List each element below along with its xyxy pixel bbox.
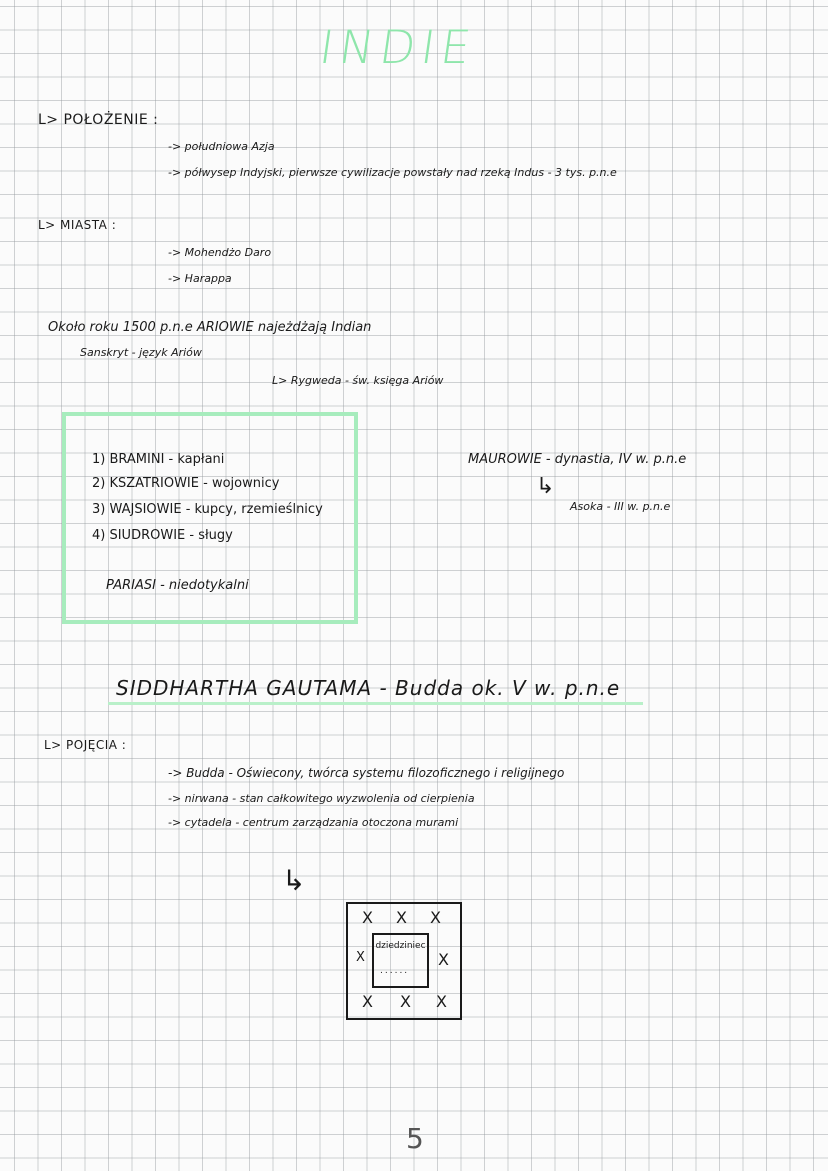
wall-mark: X [362,992,373,1011]
pojecia-item: -> nirwana - stan całkowitego wyzwolenia od cierpienia [168,792,475,805]
wall-mark: X [430,908,441,927]
corner-arrow-icon: ↳ [536,474,555,499]
section-heading-polozenie: L> POŁOŻENIE : [38,112,159,128]
wall-mark: X [356,950,365,965]
miasta-item: -> Harappa [168,272,232,285]
section-heading-pojecia: L> POJĘCIA : [44,738,127,752]
courtyard-box [372,933,429,988]
caste-item: 3) WAJSIOWIE - kupcy, rzemieślnicy [92,502,323,517]
pariasi-line: PARIASI - niedotykalni [106,578,249,593]
heading-underline [108,702,643,705]
asoka-line: Asoka - III w. p.n.e [570,500,671,513]
courtyard-label: dziedziniec [375,941,426,951]
section-heading-miasta: L> MIASTA : [38,218,117,232]
ariowie-line: Około roku 1500 p.n.e ARIOWIE najeżdżają Indian [48,320,372,335]
wall-mark: X [438,950,449,969]
polozenie-item: -> półwysep Indyjski, pierwsze cywilizacje powstały nad rzeką Indus - 3 tys. p.n.e [168,166,617,179]
wall-mark: X [400,992,411,1011]
maurowie-line: MAUROWIE - dynastia, IV w. p.n.e [468,452,687,467]
budda-heading: SIDDHARTHA GAUTAMA - Budda ok. V w. p.n.e [116,676,621,700]
corner-arrow-icon: ↳ [282,864,306,897]
rygweda-line: L> Rygweda - św. księga Ariów [272,374,444,387]
pojecia-item: -> Budda - Oświecony, twórca systemu filozoficznego i religijnego [168,766,565,780]
polozenie-item: -> południowa Azja [168,140,275,153]
wall-mark: X [396,908,407,927]
caste-item: 2) KSZATRIOWIE - wojownicy [92,476,280,491]
wall-mark: X [436,992,447,1011]
wall-mark: X [362,908,373,927]
page-title: INDIE [316,20,480,74]
caste-item: 1) BRAMINI - kapłani [92,452,225,467]
dotted-line: ...... [380,966,410,976]
miasta-item: -> Mohendżo Daro [168,246,272,259]
sanskryt-line: Sanskryt - język Ariów [80,346,202,359]
page-number: 5 [406,1122,424,1155]
pojecia-item: -> cytadela - centrum zarządzania otoczona murami [168,816,459,829]
caste-item: 4) SIUDROWIE - sługy [92,528,233,543]
